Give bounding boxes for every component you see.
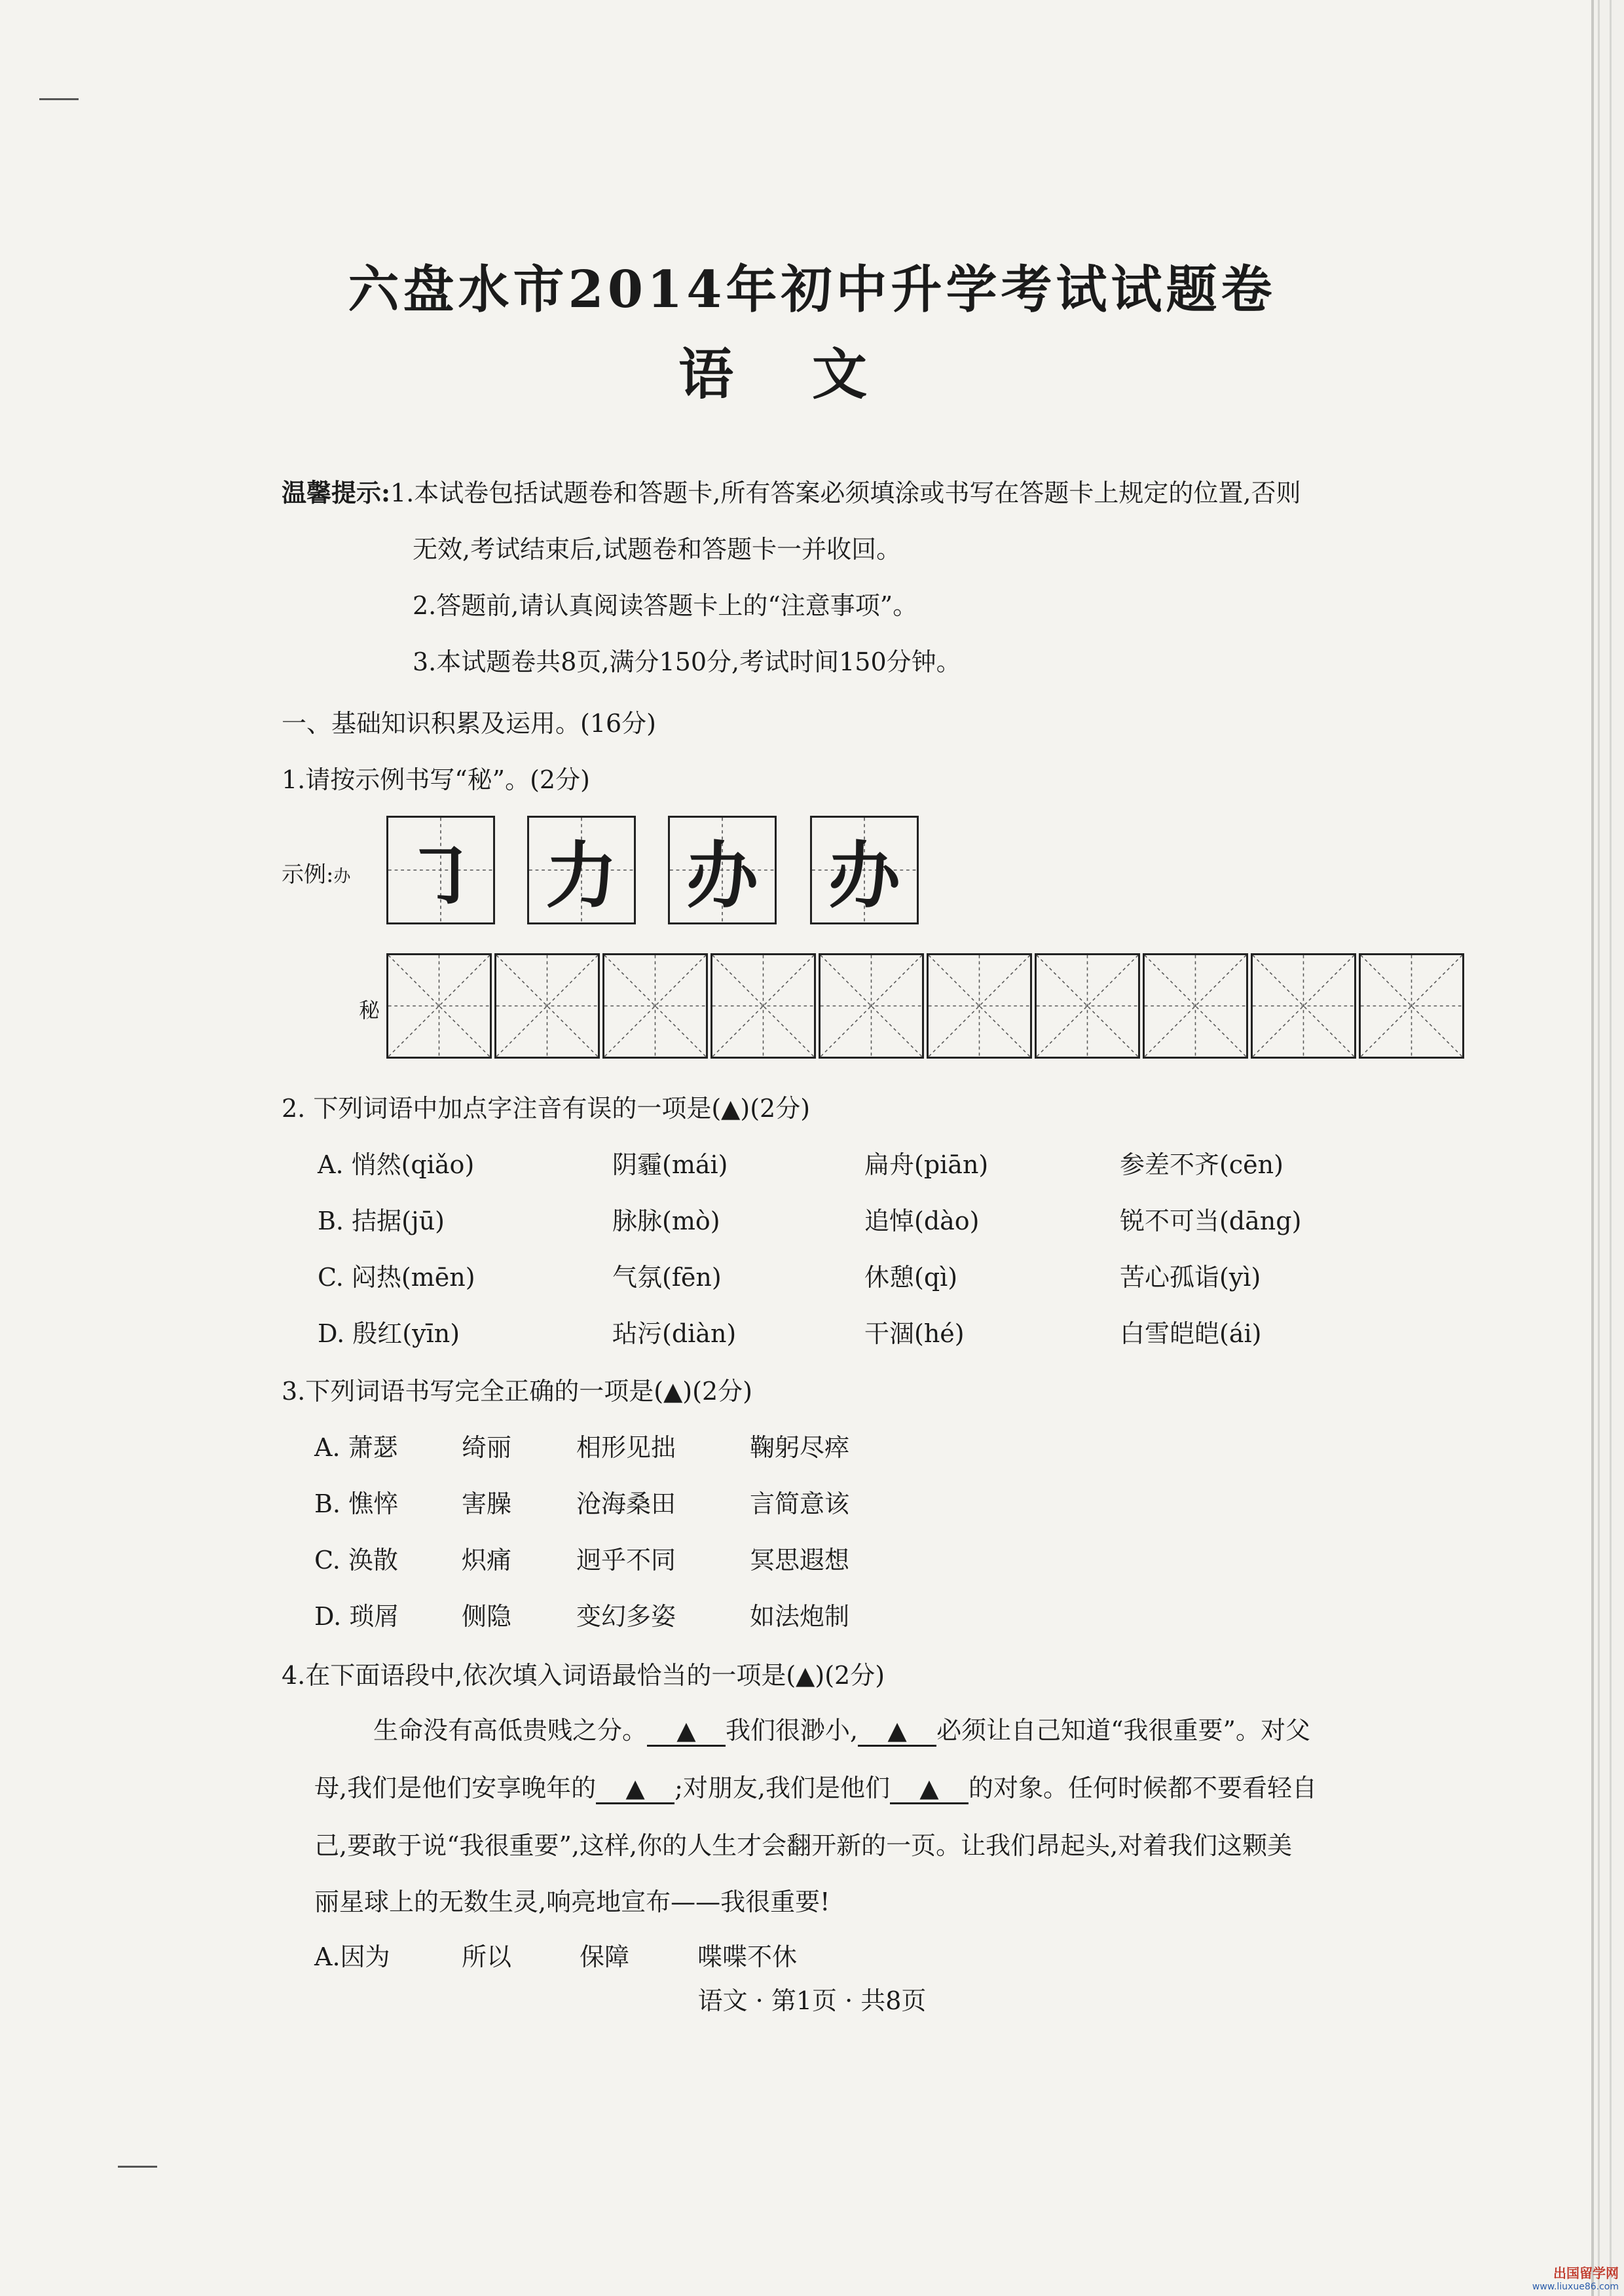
notice-item-2: 2.答题前,请认真阅读答题卡上的“注意事项”。 [413,591,918,620]
q2-item: D. 殷红(yīn) [318,1319,460,1348]
q3-item: D. 琐屑 [314,1602,399,1631]
q2-item: 干涸(hé) [864,1319,965,1348]
q2-item: 气氛(fēn) [612,1263,722,1292]
practice-box[interactable] [1359,953,1464,1059]
practice-box[interactable] [602,953,708,1059]
q3-item: 沧海桑田 [576,1489,676,1518]
q2-item: 苦心孤诣(yì) [1120,1263,1261,1292]
notice-item-1b: 无效,考试结束后,试题卷和答题卡一并收回。 [413,535,902,564]
q3-item: 如法炮制 [750,1602,850,1631]
q3-item: B. 憔悴 [314,1489,399,1518]
q4-passage-line-2: 母,我们是他们安享晚年的 ▲ ;对朋友,我们是他们 ▲ 的对象。任何时候都不要看轻自 [314,1768,1317,1804]
q2-item: A. 悄然(qiǎo) [318,1150,475,1179]
practice-box[interactable] [386,953,492,1059]
practice-box[interactable] [819,953,924,1059]
q1-stem: 1.请按示例书写“秘”。(2分) [282,765,590,794]
example-glyph-3: 办 [686,834,758,918]
practice-box[interactable] [710,953,816,1059]
q3-item: A. 萧瑟 [314,1433,398,1462]
q3-item: 侧隐 [462,1602,512,1631]
page-footer: 语文 · 第1页 · 共8页 [697,1986,927,2015]
practice-box[interactable] [1251,953,1356,1059]
q3-item: 鞠躬尽瘁 [750,1433,850,1462]
q2-item: 锐不可当(dāng) [1120,1207,1302,1235]
q2-stem: 2. 下列词语中加点字注音有误的一项是(▲)(2分) [282,1094,811,1123]
q2-item: 参差不齐(cēn) [1120,1150,1283,1179]
q2-item: 扁舟(piān) [864,1150,989,1179]
example-box-2 [527,816,636,924]
practice-box[interactable] [1143,953,1248,1059]
q2-item: 玷污(diàn) [612,1319,737,1348]
q3-stem: 3.下列词语书写完全正确的一项是(▲)(2分) [282,1377,752,1406]
q2-item: C. 闷热(mēn) [318,1263,475,1292]
q4-blank-1: ▲ [647,1716,726,1747]
q3-item: 言简意该 [750,1489,850,1518]
q4-blank-2: ▲ [858,1716,936,1747]
practice-label: 秘 [359,998,380,1023]
q3-item: 相形见拙 [576,1433,676,1462]
q3-item: 变幻多姿 [576,1602,676,1631]
q3-item: C. 涣散 [314,1546,398,1575]
example-glyph-4: 办 [828,834,900,918]
example-box-1 [386,816,495,924]
example-box-4 [810,816,919,924]
q3-item: 绮丽 [462,1433,512,1462]
q3-item: 害臊 [462,1489,512,1518]
notice-item-3: 3.本试题卷共8页,满分150分,考试时间150分钟。 [413,647,961,676]
example-glyph-1: ㇆ [405,834,477,918]
section-heading: 一、基础知识积累及运用。(16分) [282,709,657,738]
practice-box[interactable] [1035,953,1140,1059]
q2-item: 阴霾(mái) [612,1150,728,1179]
q2-item: 脉脉(mò) [612,1207,720,1235]
q3-item: 炽痛 [462,1546,512,1575]
q2-item: B. 拮据(jū) [318,1207,445,1235]
crop-mark [39,98,79,100]
notice-item-1: 1.本试卷包括试题卷和答题卡,所有答案必须填涂或书写在答题卡上规定的位置,否则 [390,479,1301,507]
q2-item: 白雪皑皑(ái) [1120,1319,1262,1348]
q4-passage-line-3: 己,要敢于说“我很重要”,这样,你的人生才会翻开新的一页。让我们昂起头,对着我们这颗美 [314,1831,1293,1860]
crop-mark [118,2166,157,2168]
practice-box[interactable] [494,953,600,1059]
subject-title: 语文 [678,342,946,407]
q4-blank-3: ▲ [596,1774,674,1804]
q2-item: 追悼(dào) [864,1207,980,1235]
notice-label: 温馨提示: [282,478,391,507]
site-watermark: 出国留学网 www.liuxue86.com [1532,2265,1619,2292]
q4-passage-line-1: 生命没有高低贵贱之分。 ▲ 我们很渺小, ▲ 必须让自己知道“我很重要”。对父 [373,1710,1310,1747]
q4-passage-line-4: 丽星球上的无数生灵,响亮地宣布——我很重要! [314,1887,830,1916]
q4-stem: 4.在下面语段中,依次填入词语最恰当的一项是(▲)(2分) [282,1661,885,1690]
practice-box[interactable] [927,953,1032,1059]
q2-item: 休憩(qì) [864,1263,958,1292]
example-box-3 [668,816,777,924]
q1-example-label: 示例:办 [282,862,351,888]
example-glyph-2: 力 [545,834,618,918]
exam-title: 六盘水市2014年初中升学考试试题卷 [348,260,1276,319]
q4-blank-4: ▲ [890,1774,969,1804]
q3-item: 冥思遐想 [750,1546,850,1575]
q3-item: 迥乎不同 [576,1546,676,1575]
